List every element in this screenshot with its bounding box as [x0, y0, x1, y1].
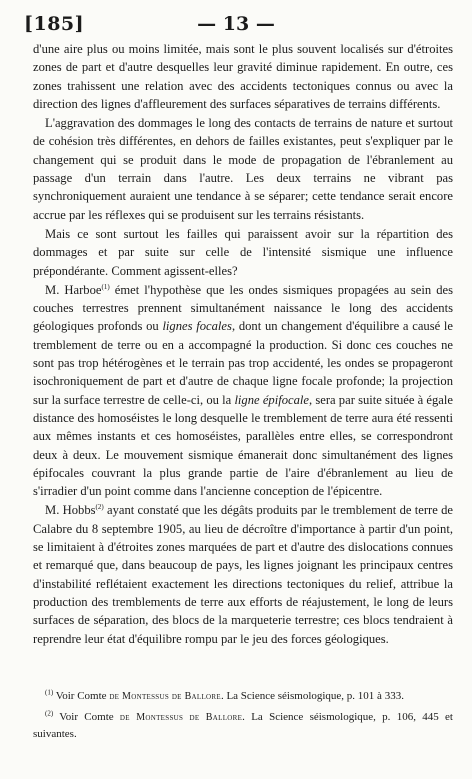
author-name-harboe: M. Harboe [45, 282, 102, 297]
footnotes [33, 688, 453, 746]
footnote-2-pre: Voir Comte [53, 711, 120, 723]
footnote-1-pre: Voir Comte [53, 690, 110, 702]
paragraph-4 [33, 281, 453, 501]
paragraph-3: Mais ce sont surtout les failles qui paraissent avoir sur la répartition des dommages et par suite sur celle de l'intensité sismique une influence prépondérante. Comment agissent-elles? [33, 226, 453, 278]
paragraph-4-text-a: émet l'hypothèse que les ondes sismiques propagées au sein des couches terrestres prennent simultanément naissance le long des accidents géologiques profonds ou [33, 282, 453, 334]
paragraph-1: d'une aire plus ou moins limitée, mais sont le plus souvent localisés sur d'étroites zones de part et d'autre desquelles leur gravité diminue rapidement. En outre, ces zones trahissent une relation avec des accidents tectoniques connus ou avec la direction des lignes d'affleurement des surfaces séparatives de terrains différents. [33, 42, 453, 111]
footnote-ref-2[interactable]: (2) [95, 503, 104, 512]
body-text [33, 40, 453, 648]
paragraph-2: L'aggravation des dommages le long des contacts de terrains de nature et surtout de cohésion très différentes, en dehors de failles existantes, peut s'expliquer par le changement qui se produit dans le mode de propagation de l'ébranlement au passage d'un terrain dans l'autre. Les deux terrains ne vibrant pas synchroniquement auraient une tendance à se séparer; cette tendance serait encore accrue par les réflexes qui se produisent sur les terrains résistants. [33, 116, 453, 222]
footnote-ref-1[interactable]: (1) [101, 282, 110, 291]
footnote-2-marker: (2) [45, 709, 54, 718]
footnote-1 [33, 688, 453, 705]
page-number: — 13 — [197, 13, 275, 35]
paragraph-4-text-b: , dont un changement d'équilibre a causé le tremblement de terre ou en a accompagné la production. Si donc ces couches ne sont pas trop hétérogènes et le terrain pas trop accidenté, les ondes se propageront isochroniquement de part et d'autre de chaque ligne focale profonde; la projection sur la surface terrestre de celle-ci, ou la [33, 319, 454, 407]
footnote-1-marker: (1) [45, 688, 54, 697]
term-lignes-focales: lignes focales [162, 319, 232, 334]
page-header [24, 13, 448, 35]
footnote-1-post: . La Science séismologique, p. 101 à 333. [220, 690, 404, 702]
footnote-2-post: . La Science séismologique, p. 106, 445 et suivantes. [33, 711, 453, 740]
page-reference: [185] [24, 13, 85, 35]
footnote-1-author: de Montessus de Ballore [109, 691, 221, 702]
author-name-hobbs: M. Hobbs [45, 503, 96, 518]
footnote-2-author: de Montessus de Ballore [119, 712, 243, 723]
paragraph-4-text-c: , sera par suite située à égale distance des homoséistes le long desquelle le tremblement de terre aura été ressenti aux mêmes instants et ces homoséistes, parallèles entre elles, se correspondront deux à deux. Le mouvement sismique émanerait donc simultanément des lignes épifocales couvrant la plus grande partie de l'aire d'ébranlement au lieu de s'irradier d'un point comme dans l'ancienne conception de l'épicentre. [33, 392, 453, 499]
paragraph-5 [33, 501, 453, 647]
paragraph-5-text: ayant constaté que les dégâts produits par le tremblement de terre de Calabre du 8 septembre 1905, au lieu de décroître d'importance à partir d'un point, se limitaient à d'étroites zones marquées de part et d'autre des dislocations connues et remarqué que, dans beaucoup de pays, les lignes joignant les principaux centres d'instabilité reflétaient exactement les directions tectoniques du relief, attribue la production des tremblements de terre aux efforts de réajustement, le long de leurs surfaces de séparation, des blocs de la marqueterie terrestre; ces blocs tendraient à reprendre leur état d'équilibre rompu par le jeu des forces géologiques. [33, 503, 453, 646]
footnote-2 [33, 709, 453, 742]
term-ligne-epifocale: ligne épifocale [234, 392, 309, 407]
